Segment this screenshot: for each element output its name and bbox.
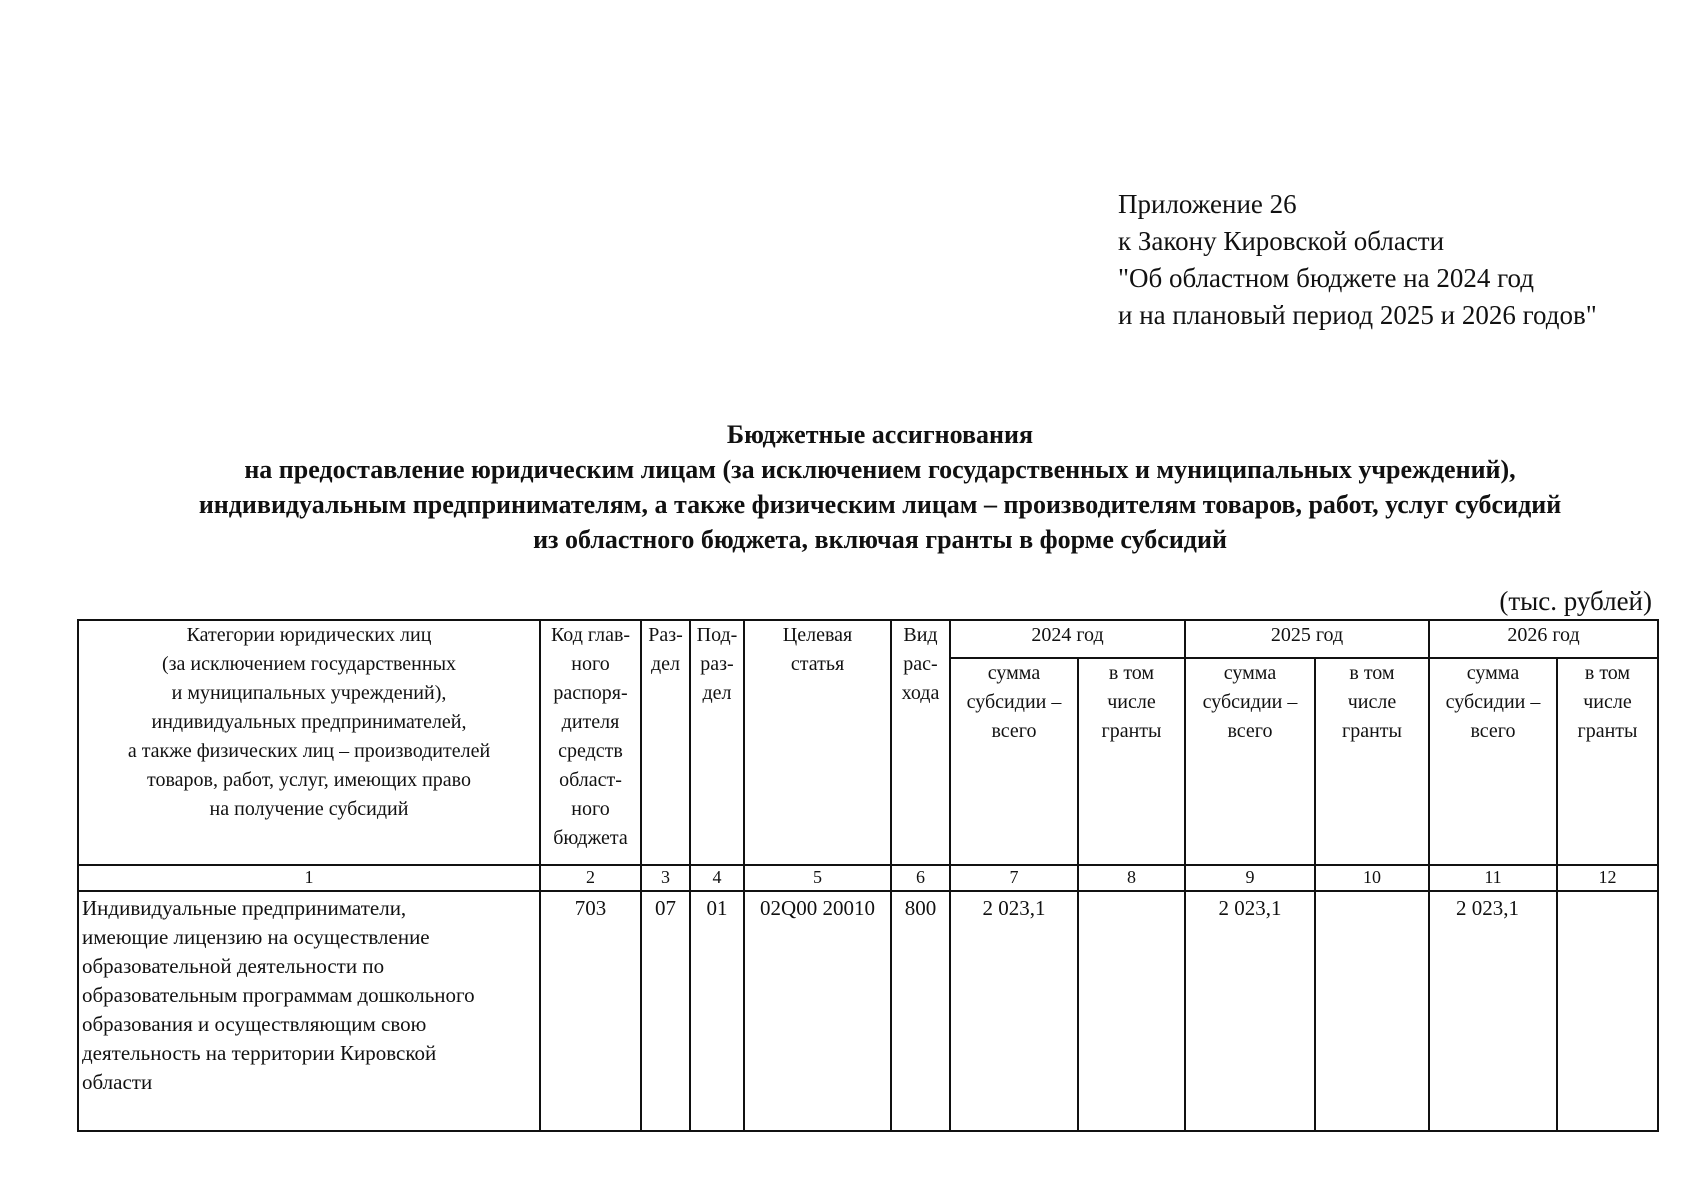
column-number: 12	[1557, 865, 1658, 891]
column-number-row	[78, 865, 1658, 891]
header-grants-2024: в том числе гранты	[1078, 658, 1185, 865]
row-grants-2026	[1557, 891, 1658, 1131]
appendix-reference	[1118, 186, 1597, 334]
appendix-line: "Об областном бюджете на 2024 год	[1118, 263, 1534, 293]
row-sum-2025: 2 023,1	[1185, 891, 1315, 1131]
header-subsection: Под- раз- дел	[690, 620, 744, 865]
header-category: Категории юридических лиц (за исключением государственных и муниципальных учреждений), индивидуальных предпринимателей, а также физических лиц – производителей товаров, работ, услуг, имеющих право на получение субсидий	[78, 620, 540, 865]
row-grants-2024	[1078, 891, 1185, 1131]
header-year-2026: 2026 год	[1429, 620, 1658, 658]
header-code: Код глав- ного распоря- дителя средств област- ного бюджета	[540, 620, 641, 865]
column-number: 2	[540, 865, 641, 891]
row-sum-2026: 2 023,1	[1429, 891, 1557, 1131]
row-grants-2025	[1315, 891, 1429, 1131]
document-title	[60, 417, 1700, 557]
header-target-article: Целевая статья	[744, 620, 891, 865]
row-code: 703	[540, 891, 641, 1131]
column-number: 11	[1429, 865, 1557, 891]
header-expense-kind: Вид рас- хода	[891, 620, 950, 865]
row-target-article: 02Q00 20010	[744, 891, 891, 1131]
column-number: 6	[891, 865, 950, 891]
header-year-2025: 2025 год	[1185, 620, 1429, 658]
column-number: 3	[641, 865, 690, 891]
title-line: Бюджетные ассигнования	[726, 420, 1034, 449]
row-sum-2024: 2 023,1	[950, 891, 1078, 1131]
header-grants-2025: в том числе гранты	[1315, 658, 1429, 865]
appendix-line: Приложение 26	[1118, 189, 1297, 219]
header-sum-total-2026: сумма субсидии – всего	[1429, 658, 1557, 865]
header-grants-2026: в том числе гранты	[1557, 658, 1658, 865]
row-subsection: 01	[690, 891, 744, 1131]
column-number: 7	[950, 865, 1078, 891]
header-section: Раз- дел	[641, 620, 690, 865]
title-line: индивидуальным предпринимателям, а также физическим лицам – производителям товаров, работ, услуг субсидий	[198, 490, 1562, 519]
column-number: 1	[78, 865, 540, 891]
units-label: (тыс. рублей)	[1499, 586, 1652, 616]
column-number: 4	[690, 865, 744, 891]
row-expense-kind: 800	[891, 891, 950, 1131]
appendix-line: к Закону Кировской области	[1118, 226, 1445, 256]
column-number: 10	[1315, 865, 1429, 891]
appendix-line: и на плановый период 2025 и 2026 годов"	[1118, 300, 1597, 330]
row-category: Индивидуальные предприниматели, имеющие лицензию на осуществление образовательной деятельности по образовательным программам дошкольного образования и осуществляющим свою деятельность на территории Кировской области	[78, 891, 540, 1131]
header-sum-total-2025: сумма субсидии – всего	[1185, 658, 1315, 865]
title-line: на предоставление юридическим лицам (за исключением государственных и муниципальных учреждений),	[244, 455, 1516, 484]
header-year-2024: 2024 год	[950, 620, 1185, 658]
column-number: 9	[1185, 865, 1315, 891]
title-line: из областного бюджета, включая гранты в форме субсидий	[533, 525, 1227, 554]
column-number: 5	[744, 865, 891, 891]
budget-table	[77, 619, 1659, 1132]
header-sum-total-2024: сумма субсидии – всего	[950, 658, 1078, 865]
table-row	[78, 891, 1658, 1131]
row-section: 07	[641, 891, 690, 1131]
column-number: 8	[1078, 865, 1185, 891]
